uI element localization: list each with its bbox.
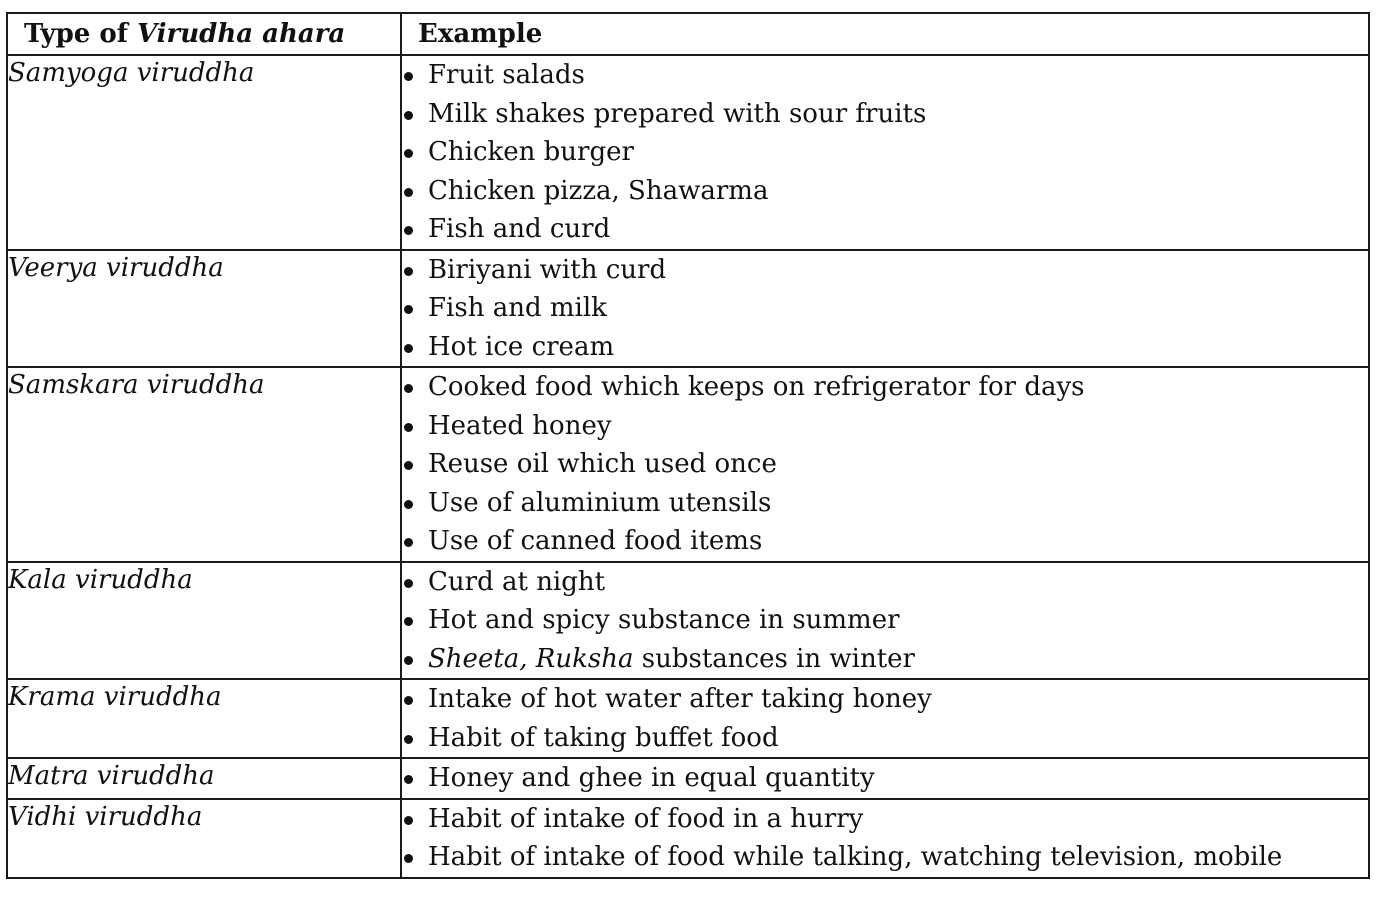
examples-cell: [401, 55, 1369, 250]
list-item: Use of canned food items: [402, 522, 1368, 561]
italic-example-rest: substances in winter: [633, 643, 915, 674]
list-item: Fish and milk: [402, 289, 1368, 328]
table-header-row: [7, 13, 1369, 55]
table-row: [7, 562, 1369, 680]
example-list: [402, 759, 1368, 798]
examples-cell: [401, 758, 1369, 799]
list-item: Habit of taking buffet food: [402, 719, 1368, 758]
example-list: [402, 800, 1368, 877]
list-item: Intake of hot water after taking honey: [402, 680, 1368, 719]
examples-cell: [401, 250, 1369, 368]
type-cell: Vidhi viruddha: [7, 799, 401, 878]
example-list: [402, 680, 1368, 757]
examples-cell: [401, 799, 1369, 878]
header-type: [7, 13, 401, 55]
example-list: [402, 251, 1368, 367]
list-item: Habit of intake of food in a hurry: [402, 800, 1368, 839]
table-row: [7, 679, 1369, 758]
list-item: Biriyani with curd: [402, 251, 1368, 290]
header-type-prefix: Type of: [24, 19, 137, 49]
list-item: Milk shakes prepared with sour fruits: [402, 95, 1368, 134]
list-item: Hot ice cream: [402, 328, 1368, 367]
type-cell: Samyoga viruddha: [7, 55, 401, 250]
type-cell: Matra viruddha: [7, 758, 401, 799]
list-item: Reuse oil which used once: [402, 445, 1368, 484]
list-item: Heated honey: [402, 407, 1368, 446]
example-list: [402, 563, 1368, 679]
list-item: Habit of intake of food while talking, watching television, mobile: [402, 838, 1368, 877]
table-row: [7, 799, 1369, 878]
list-item: [402, 640, 1368, 679]
examples-cell: [401, 562, 1369, 680]
example-list: [402, 368, 1368, 561]
example-list: [402, 56, 1368, 249]
list-item: Honey and ghee in equal quantity: [402, 759, 1368, 798]
table-row: [7, 250, 1369, 368]
table-row: [7, 758, 1369, 799]
list-item: Chicken pizza, Shawarma: [402, 172, 1368, 211]
list-item: Fruit salads: [402, 56, 1368, 95]
list-item: Hot and spicy substance in summer: [402, 601, 1368, 640]
header-type-italic: Virudha ahara: [136, 19, 346, 49]
italic-substance-names: Sheeta, Ruksha: [428, 643, 634, 674]
type-cell: Veerya viruddha: [7, 250, 401, 368]
list-item: Use of aluminium utensils: [402, 484, 1368, 523]
header-example: Example: [401, 13, 1369, 55]
list-item: Cooked food which keeps on refrigerator for days: [402, 368, 1368, 407]
table-row: [7, 55, 1369, 250]
examples-cell: [401, 679, 1369, 758]
list-item: Chicken burger: [402, 133, 1368, 172]
list-item: Curd at night: [402, 563, 1368, 602]
virudha-ahara-table: [6, 12, 1370, 879]
list-item: Fish and curd: [402, 210, 1368, 249]
table-row: [7, 367, 1369, 562]
examples-cell: [401, 367, 1369, 562]
type-cell: Krama viruddha: [7, 679, 401, 758]
type-cell: Samskara viruddha: [7, 367, 401, 562]
type-cell: Kala viruddha: [7, 562, 401, 680]
